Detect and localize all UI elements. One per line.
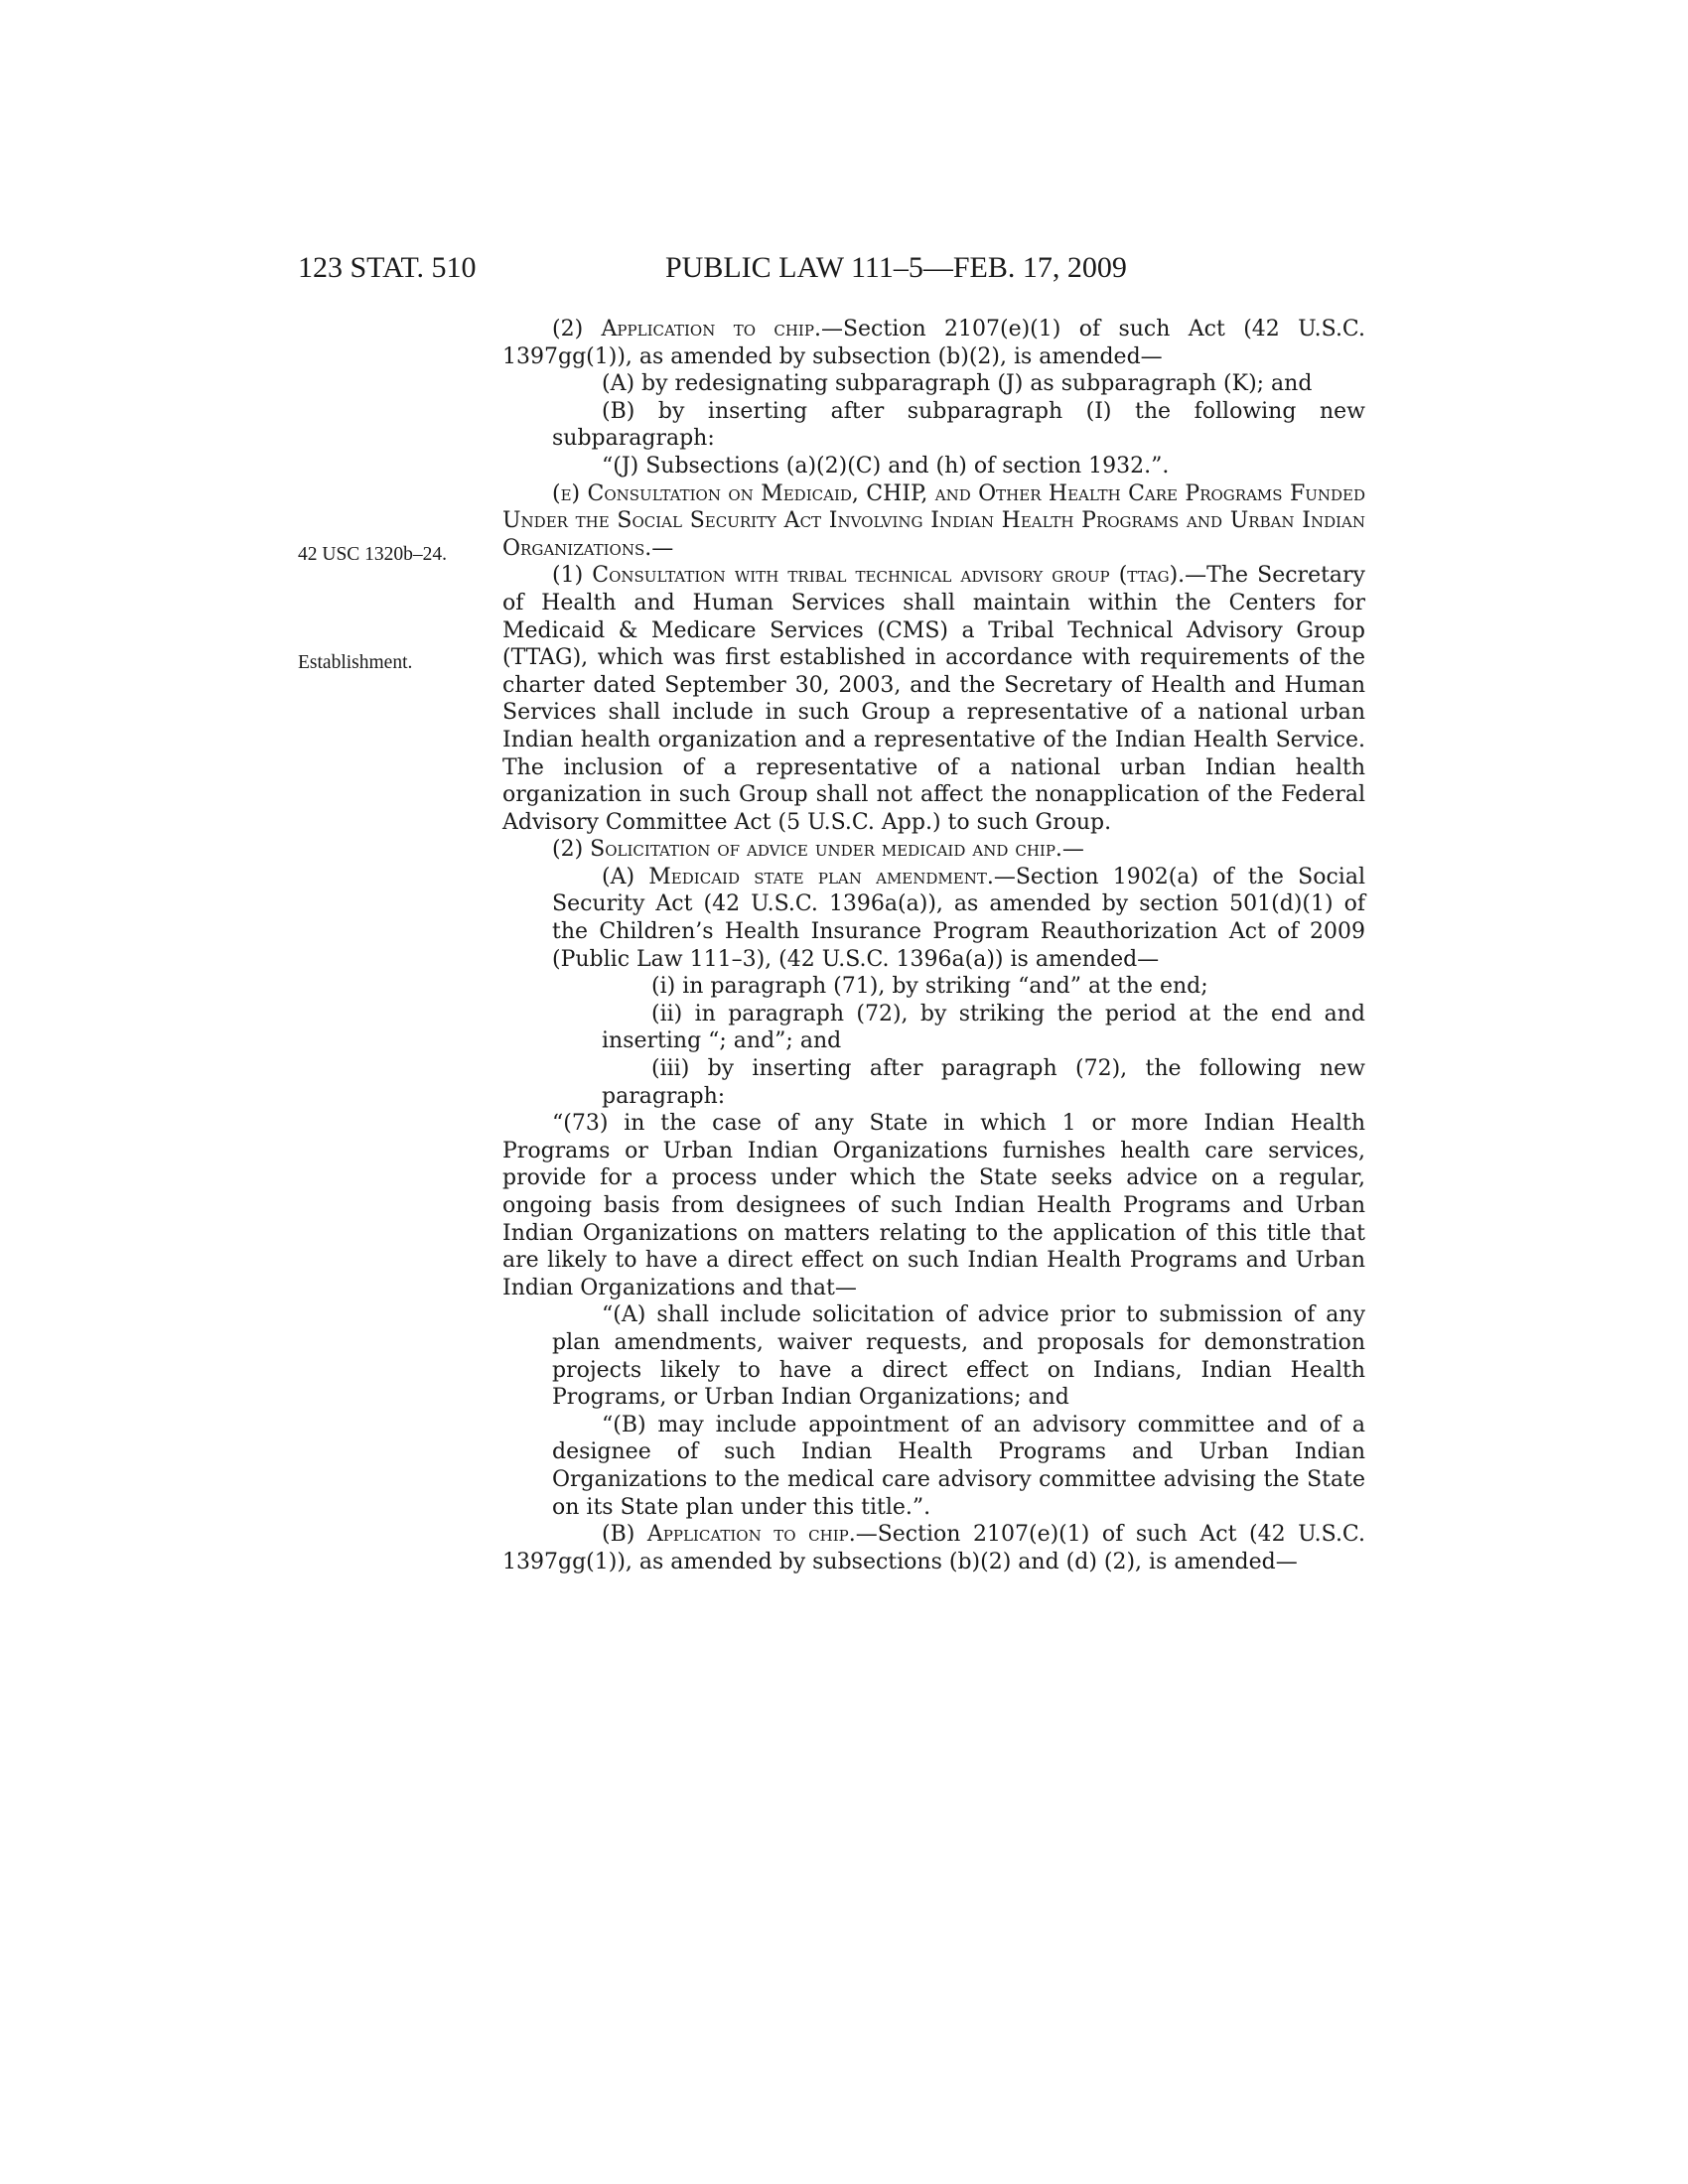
para-consultation-ttag	[502, 562, 1365, 836]
para-heading: (2) Application to chip.	[552, 317, 821, 341]
para-subparagraph-a: (A) by redesignating subparagraph (J) as subparagraph (K); and	[602, 371, 1313, 397]
margin-note-usc-citation: 42 USC 1320b–24.	[298, 544, 448, 565]
para-heading: (2) Solicitation of advice under medicaid and chip.	[552, 837, 1062, 863]
para-quoted-73-b: “(B) may include appointment of an advisory committee and of a designee of such Indian Health Programs and Urban Indian Organizations to the medical care advisory committee advising the State on its State plan under this title.”.	[552, 1412, 1365, 1520]
para-heading: (e) Consultation on Medicaid, CHIP, and Other Health Care Programs Funded Under the Social Security Act Involving Indian Health Programs and Urban Indian Organizations.	[502, 480, 1365, 561]
para-subparagraph-b: (B) by inserting after subparagraph (I) the following new subparagraph:	[552, 398, 1365, 452]
page-stat-number: 123 STAT. 510	[298, 251, 477, 284]
para-text: —	[1061, 837, 1084, 863]
para-quoted-73: “(73) in the case of any State in which 1 or more Indian Health Programs or Urban Indian Organizations furnishes health care services, provide for a process under which the State seeks advice on a regular, ongoing basis from designees of such Indian Health Programs and Urban Indian Organizations on matters relating to the application of this title that are likely to have a direct effect on such Indian Health Programs and Urban Indian Organizations and that—	[502, 1111, 1365, 1300]
para-medicaid-state-plan	[502, 864, 1365, 973]
para-clause-ii: (ii) in paragraph (72), by striking the period at the end and inserting “; and”; and	[602, 1001, 1365, 1054]
para-heading: (1) Consultation with tribal technical advisory group (ttag).	[552, 563, 1186, 589]
para-clause-i: (i) in paragraph (71), by striking “and” at the end;	[651, 974, 1208, 1000]
para-text: —	[651, 535, 674, 561]
margin-note-establishment: Establishment.	[298, 652, 413, 673]
page-running-header: PUBLIC LAW 111–5—FEB. 17, 2009	[665, 251, 1127, 284]
para-text: —Section 2107(e)(1) of such Act (42 U.S.C. 1397gg(1)), as amended by subsection (b)(2), is amended—	[502, 317, 1365, 369]
para-application-to-chip-b	[502, 1521, 1365, 1575]
para-quoted-subparagraph-j: “(J) Subsections (a)(2)(C) and (h) of section 1932.”.	[602, 453, 1170, 478]
para-text: —The Secretary of Health and Human Services shall maintain within the Centers for Medicaid & Medicare Services (CMS) a Tribal Technical Advisory Group (TTAG), which was first established in accordance with requirements of the charter dated September 30, 2003, and the Secretary of Health and Human Services shall include in such Group a representative of a national urban Indian health organization and a representative of the Indian Health Service. The inclusion of a representative of a national urban Indian health organization in such Group shall not affect the nonapplication of the Federal Advisory Committee Act (5 U.S.C. App.) to such Group.	[502, 563, 1365, 835]
para-heading: (A) Medicaid state plan amendment.	[602, 864, 994, 889]
para-quoted-73-a: “(A) shall include solicitation of advice prior to submission of any plan amendments, waiver requests, and proposals for demonstration projects likely to have a direct effect on Indians, Indian Health Programs, or Urban Indian Organizations; and	[552, 1302, 1365, 1411]
para-solicitation-of-advice	[502, 836, 1365, 864]
para-text: —Section 2107(e)(1) of such Act (42 U.S.C. 1397gg(1)), as amended by subsections (b)(2) and (d) (2), is amended—	[502, 1522, 1365, 1574]
document-body	[502, 316, 1365, 1575]
para-clause-iii: (iii) by inserting after paragraph (72), the following new paragraph:	[602, 1056, 1365, 1109]
para-heading: (B) Application to chip.	[602, 1522, 856, 1548]
para-text: —Section 1902(a) of the Social Security Act (42 U.S.C. 1396a(a)), as amended by section 501(d)(1) of the Children’s Health Insurance Program Reauthorization Act of 2009 (Public Law 111–3), (42 U.S.C. 1396a(a)) is amended—	[552, 864, 1365, 972]
para-application-to-chip	[502, 316, 1365, 370]
para-section-e	[502, 480, 1365, 563]
